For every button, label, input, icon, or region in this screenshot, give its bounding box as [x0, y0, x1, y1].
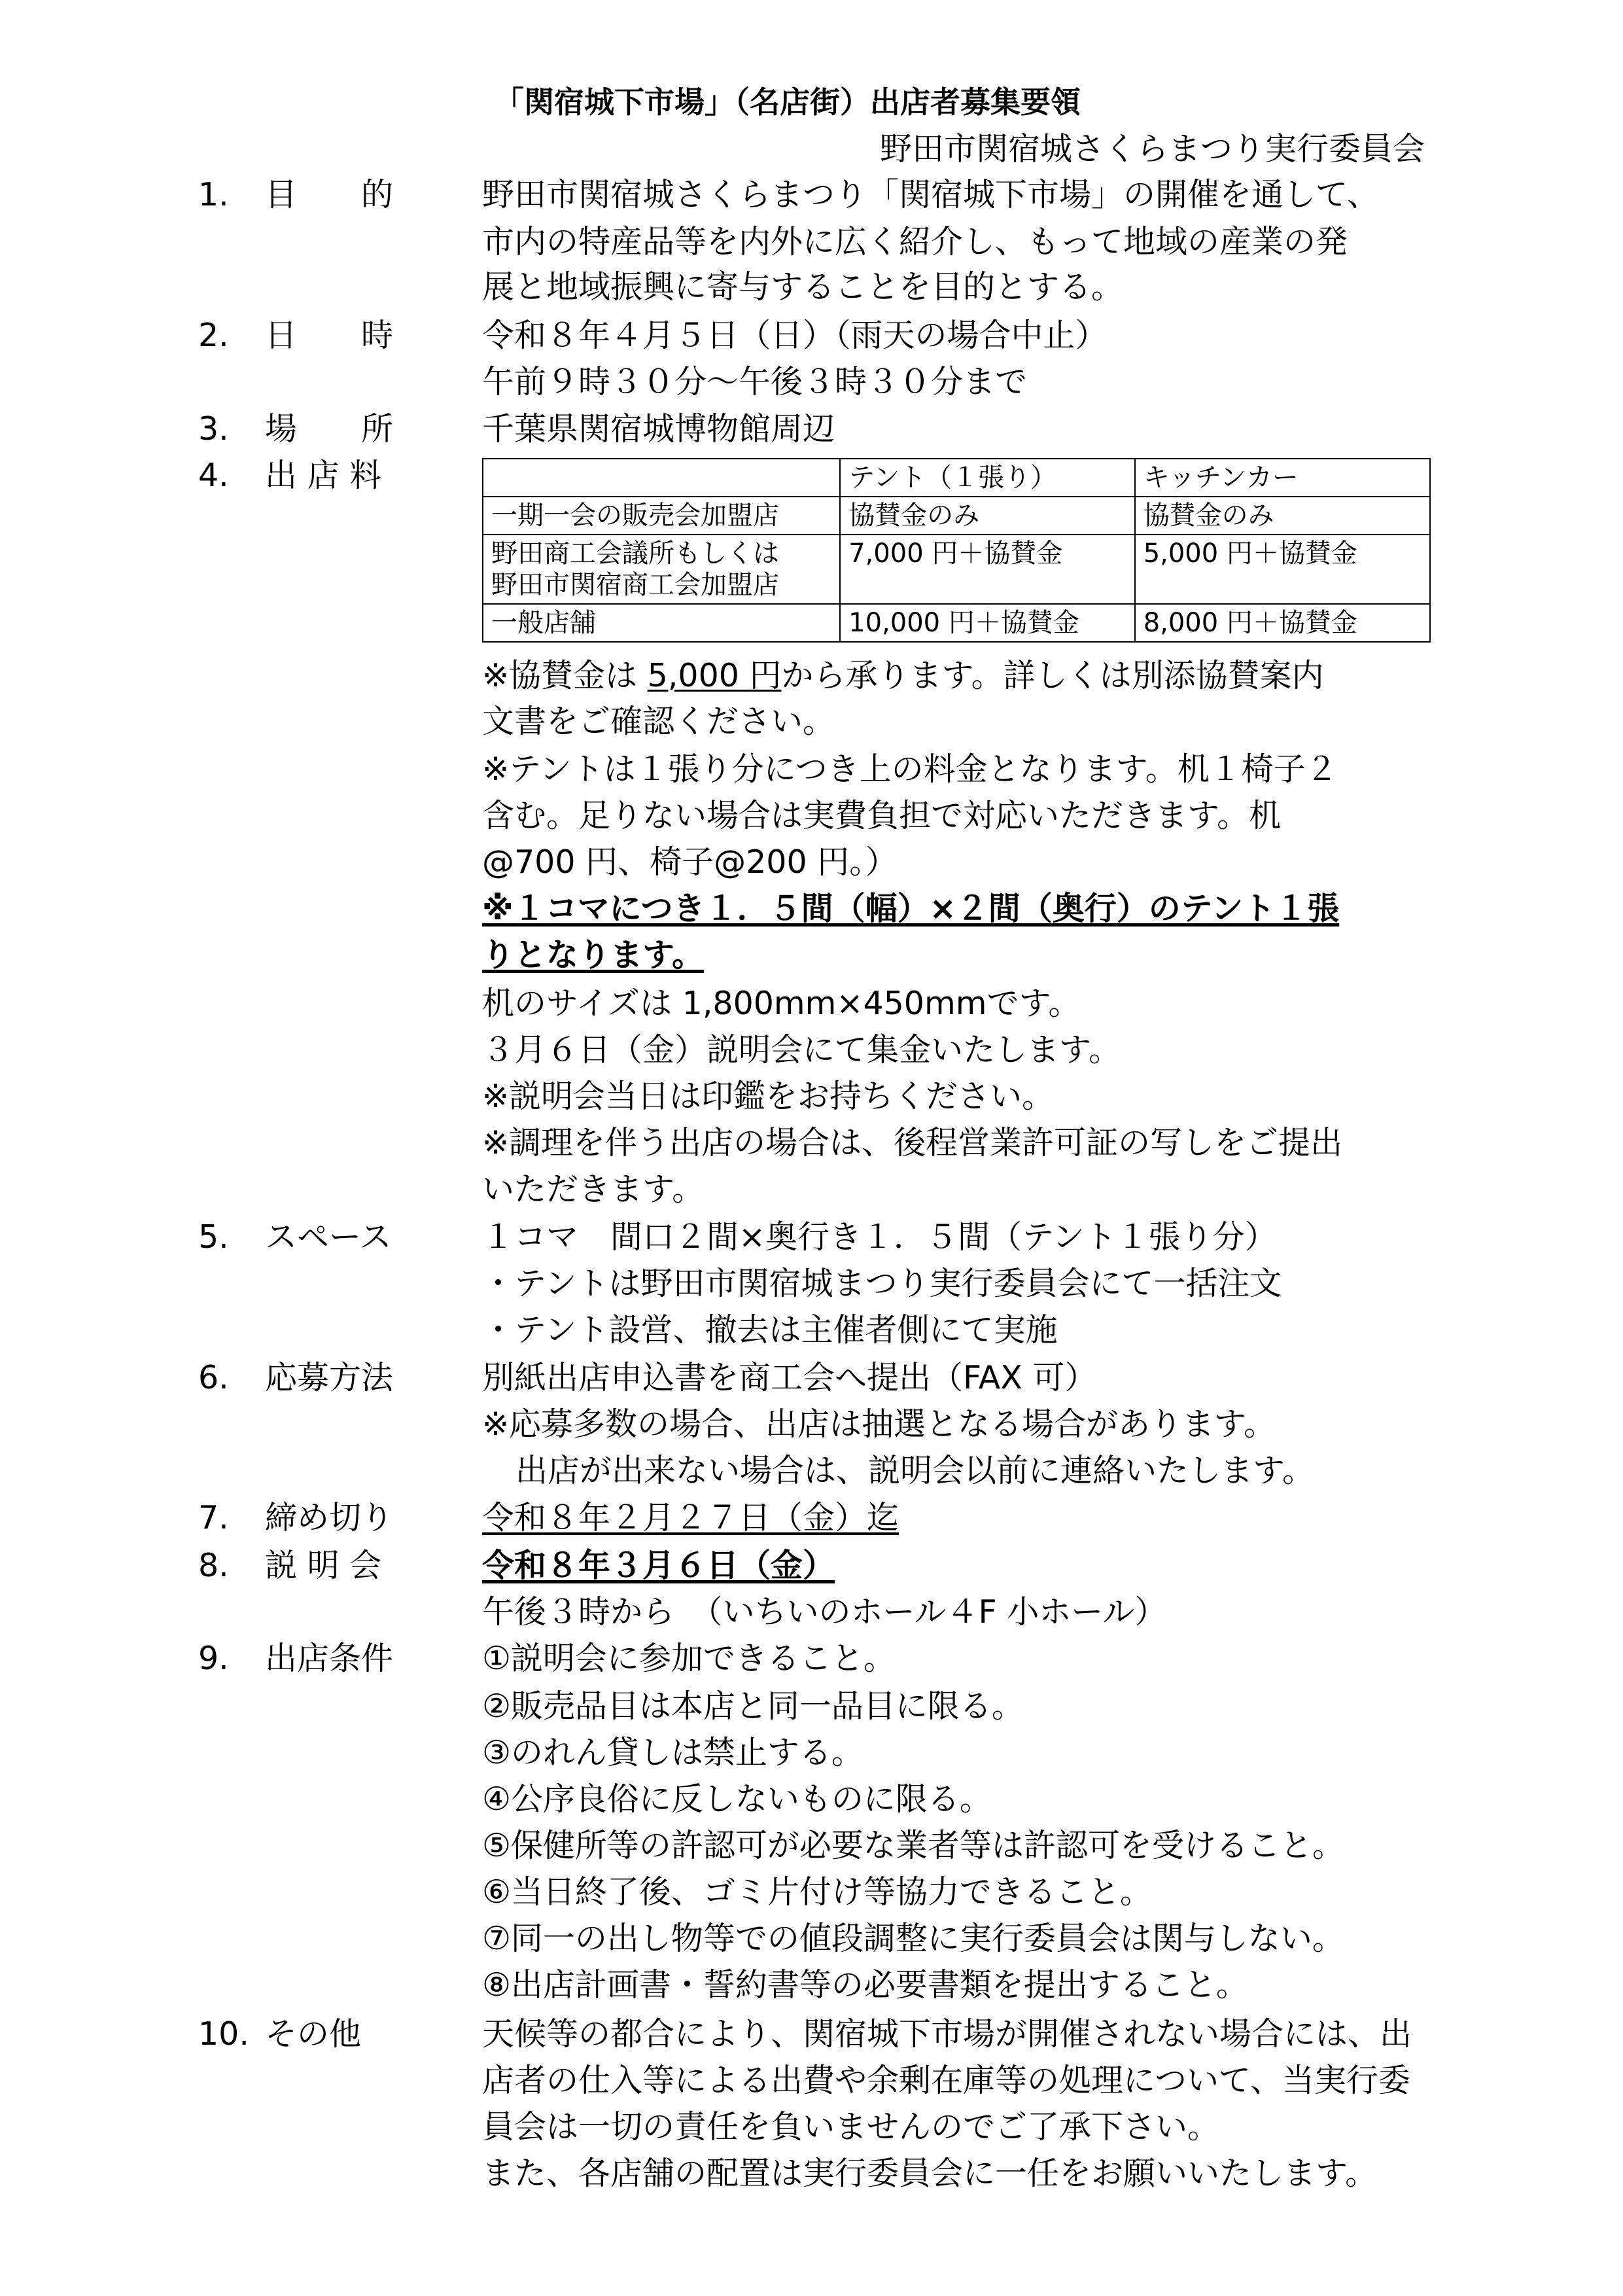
section-5-line-2: ・テントは野田市関宿城まつり実行委員会にて一括注文: [482, 1265, 1282, 1302]
section-1-number: 1.: [198, 176, 229, 213]
tent-note-line-1: ※テントは１張り分につき上の料金となります。机１椅子２: [482, 751, 1338, 788]
section-5-label: スペース: [265, 1218, 392, 1256]
fee-table-header-kitchen-car: キッチンカー: [1135, 459, 1430, 497]
section-1-label: 目 的: [265, 176, 394, 213]
fee-table-cell: 一期一会の販売会加盟店: [483, 497, 840, 535]
organizer-name: 野田市関宿城さくらまつり実行委員会: [880, 130, 1425, 168]
section-3-number: 3.: [198, 410, 229, 448]
section-10-line-2: 店者の仕入等による出費や余剰在庫等の処理について、当実行委: [482, 2062, 1411, 2099]
sponsorship-note-line-2: 文書をご確認ください。: [482, 703, 835, 740]
section-6-line-3: 出店が出来ない場合は、説明会以前に連絡いたします。: [515, 1452, 1315, 1489]
fee-table-cell: 協賛金のみ: [1135, 497, 1430, 535]
section-6-label: 応募方法: [265, 1359, 394, 1396]
briefing-time-place: 午後３時から （いちいのホール４F 小ホール）: [482, 1593, 1167, 1631]
fee-table-header-blank: [483, 459, 840, 497]
section-5-line-1: １コマ 間口２間×奥行き１．５間（テント１張り分）: [482, 1218, 1277, 1256]
cooking-note-line-1: ※調理を伴う出店の場合は、後程営業許可証の写しをご提出: [482, 1124, 1343, 1161]
fee-table-cell: 8,000 円＋協賛金: [1135, 604, 1430, 642]
cooking-note-line-2: いただきます。: [482, 1171, 705, 1208]
section-6-line-1: 別紙出店申込書を商工会へ提出（FAX 可）: [482, 1359, 1097, 1396]
fee-table-row: [483, 497, 1430, 535]
fee-table-cell: 一般店舗: [483, 604, 840, 642]
tent-note-line-3: @700 円、椅子@200 円。）: [482, 843, 898, 881]
section-10-line-4: また、各店舗の配置は実行委員会に一任をお願いいたします。: [482, 2155, 1378, 2192]
deadline-date: 令和８年２月２７日（金）迄: [482, 1499, 899, 1536]
condition-item: ①説明会に参加できること。: [482, 1640, 896, 1677]
fee-table-header-tent: テント（１張り）: [840, 459, 1135, 497]
briefing-date: 令和８年３月６日（金）: [482, 1547, 835, 1584]
section-2-line-2: 午前９時３０分～午後３時３０分まで: [482, 363, 1028, 400]
section-2-line-1: 令和８年４月５日（日）（雨天の場合中止）: [482, 317, 1108, 354]
section-6-line-2: ※応募多数の場合、出店は抽選となる場合があります。: [482, 1405, 1276, 1443]
section-8-label: 説 明 会: [265, 1547, 382, 1584]
section-3-line-1: 千葉県関宿城博物館周辺: [482, 410, 835, 448]
sponsorship-amount: 5,000 円: [647, 657, 782, 694]
koma-note-line-1: ※１コマにつき１．５間（幅）×２間（奥行）のテント１張: [482, 890, 1340, 927]
seal-note-line: ※説明会当日は印鑑をお持ちください。: [482, 1078, 1055, 1115]
koma-note-line-2: りとなります。: [482, 936, 705, 974]
fee-table-row: [483, 535, 1430, 604]
payment-line: ３月６日（金）説明会にて集金いたします。: [482, 1031, 1121, 1069]
condition-item: ⑦同一の出し物等での値段調整に実行委員会は関与しない。: [482, 1920, 1344, 1957]
fee-table: [482, 458, 1431, 643]
section-1-line-1: 野田市関宿城さくらまつり「関宿城下市場」の開催を通して、: [482, 176, 1380, 213]
fee-table-cell: 野田商工会議所もしくは 野田市関宿商工会加盟店: [483, 535, 840, 604]
fee-table-cell: 5,000 円＋協賛金: [1135, 535, 1430, 604]
section-5-number: 5.: [198, 1218, 229, 1256]
section-3-label: 場 所: [265, 410, 394, 448]
section-6-number: 6.: [198, 1359, 229, 1396]
section-10-number: 10.: [198, 2015, 249, 2053]
section-1-line-2: 市内の特産品等を内外に広く紹介し、もって地域の産業の発: [482, 223, 1348, 260]
document-title: 「関宿城下市場」（名店街）出店者募集要領: [494, 84, 1081, 120]
section-2-number: 2.: [198, 317, 229, 354]
fee-table-cell: 10,000 円＋協賛金: [840, 604, 1135, 642]
fee-table-header-row: [483, 459, 1430, 497]
section-10-line-1: 天候等の都合により、関宿城下市場が開催されない場合には、出: [482, 2015, 1412, 2053]
section-5-line-3: ・テント設営、撤去は主催者側にて実施: [482, 1311, 1058, 1349]
section-10-label: その他: [265, 2015, 362, 2053]
section-2-label: 日 時: [265, 317, 394, 354]
section-4-number: 4.: [198, 457, 229, 494]
condition-item: ④公序良俗に反しないものに限る。: [482, 1780, 992, 1818]
section-10-line-3: 員会は一切の責任を負いませんのでご了承下さい。: [482, 2108, 1220, 2146]
section-8-number: 8.: [198, 1547, 229, 1584]
section-4-label: 出 店 料: [265, 457, 382, 494]
condition-item: ③のれん貸しは禁止する。: [482, 1734, 864, 1771]
condition-item: ⑧出店計画書・誓約書等の必要書類を提出すること。: [482, 1966, 1248, 2004]
section-7-label: 締め切り: [265, 1499, 394, 1536]
sponsorship-note-line-1: ※協賛金は 5,000 円から承ります。詳しくは別添協賛案内: [482, 657, 1324, 694]
fee-table-cell: 7,000 円＋協賛金: [840, 535, 1135, 604]
fee-table-cell: 協賛金のみ: [840, 497, 1135, 535]
fee-table-row: [483, 604, 1430, 642]
desk-size-line: 机のサイズは 1,800mm×450mmです。: [482, 985, 1081, 1022]
section-9-label: 出店条件: [265, 1640, 394, 1677]
condition-item: ⑤保健所等の許認可が必要な業者等は許認可を受けること。: [482, 1827, 1344, 1864]
tent-note-line-2: 含む。足りない場合は実費負担で対応いただきます。机: [482, 797, 1282, 834]
condition-item: ②販売品目は本店と同一品目に限る。: [482, 1687, 1024, 1725]
section-7-number: 7.: [198, 1499, 229, 1536]
section-1-line-3: 展と地域振興に寄与することを目的とする。: [482, 268, 1124, 306]
condition-item: ⑥当日終了後、ゴミ片付け等協力できること。: [482, 1873, 1152, 1911]
section-9-number: 9.: [198, 1640, 229, 1677]
